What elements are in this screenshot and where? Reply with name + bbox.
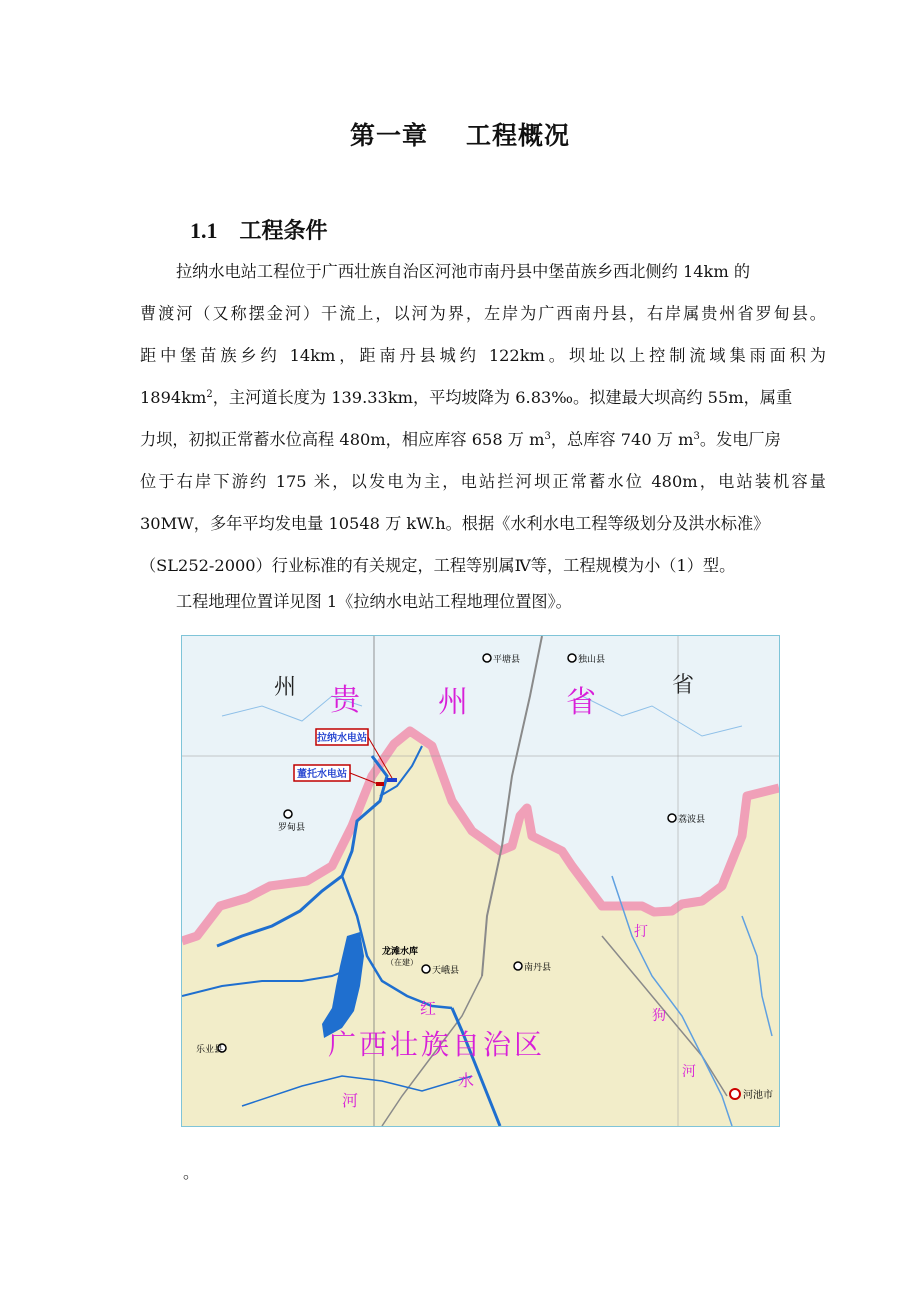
city-marker	[568, 654, 576, 662]
city-marker	[668, 814, 676, 822]
lana-callout-label: 拉纳水电站	[317, 733, 367, 744]
river-label: 河	[682, 1064, 696, 1080]
guizhou-label-char: 贵	[330, 683, 360, 718]
chapter-name: 工程概况	[466, 121, 571, 150]
paragraph-line: 位于右岸下游约 175 米，以发电为主，电站拦河坝正常蓄水位 480m，电站装机容量	[140, 472, 826, 491]
chapter-title	[0, 116, 920, 152]
dongtuo-callout-label: 董托水电站	[297, 769, 347, 780]
chapter-number: 第一章	[349, 121, 428, 150]
guizhou-label-char: 州	[438, 685, 468, 720]
place-label: 荔波县	[678, 815, 706, 825]
city-marker	[422, 965, 430, 973]
paragraph-line: 30MW，多年平均发电量 10548 万 kW.h。根据《水利水电工程等级划分及洪水标准》	[140, 514, 770, 533]
lana-dam-marker	[387, 778, 397, 782]
place-label: 天峨县	[432, 966, 460, 976]
place-label: 平塘县	[493, 655, 521, 665]
place-label: 罗甸县	[278, 823, 306, 833]
city-marker	[483, 654, 491, 662]
place-label: 南丹县	[524, 963, 552, 973]
province-edge-label: 州	[274, 675, 297, 700]
place-label: （在建）	[386, 958, 418, 967]
city-marker	[514, 962, 522, 970]
river-label: 打	[634, 924, 648, 940]
place-label: 乐业县	[196, 1045, 224, 1055]
place-label: 河池市	[743, 1090, 773, 1101]
place-label: 独山县	[578, 655, 606, 665]
guangxi-label: 广西壮族自治区	[328, 1028, 546, 1061]
map-svg	[182, 636, 779, 1126]
city-marker	[284, 810, 292, 818]
river-label: 河	[342, 1091, 359, 1110]
city-marker	[730, 1089, 740, 1099]
trailing-punctuation: 。	[183, 1163, 200, 1182]
province-edge-label: 省	[672, 673, 695, 698]
river-label: 红	[420, 999, 437, 1018]
paragraph-line: （SL252-2000）行业标准的有关规定，工程等别属Ⅳ等，工程规模为小（1）型。	[140, 556, 736, 575]
river-label: 狗	[652, 1008, 666, 1024]
guizhou-label-char: 省	[566, 685, 596, 720]
paragraph-line: $1894km^2$，主河道长度为 139.33km，平均坡降为 6.83‰。拟建最大坝高约 55m，属重	[140, 388, 793, 407]
section-number: 1.1	[190, 218, 218, 243]
paragraph-line: 曹渡河（又称摆金河）干流上，以河为界，左岸为广西南丹县，右岸属贵州省罗甸县。	[140, 304, 826, 323]
location-map	[181, 635, 780, 1127]
figure-reference: 工程地理位置详见图 1《拉纳水电站工程地理位置图》。	[176, 592, 572, 611]
paragraph-line: 拉纳水电站工程位于广西壮族自治区河池市南丹县中堡苗族乡西北侧约 14km 的	[176, 262, 751, 281]
paragraph-line: 距中堡苗族乡约 14km，距南丹县城约 122km。坝址以上控制流域集雨面积为	[140, 346, 826, 365]
section-heading	[190, 214, 328, 245]
paragraph-line: 力坝，初拟正常蓄水位高程 480m，相应库容 658 万 $m^3$，总库容 740 万 $m^3$。发电厂房	[140, 430, 781, 449]
river-label: 水	[458, 1071, 475, 1090]
place-label: 龙滩水库	[382, 947, 419, 957]
section-name: 工程条件	[239, 219, 328, 244]
